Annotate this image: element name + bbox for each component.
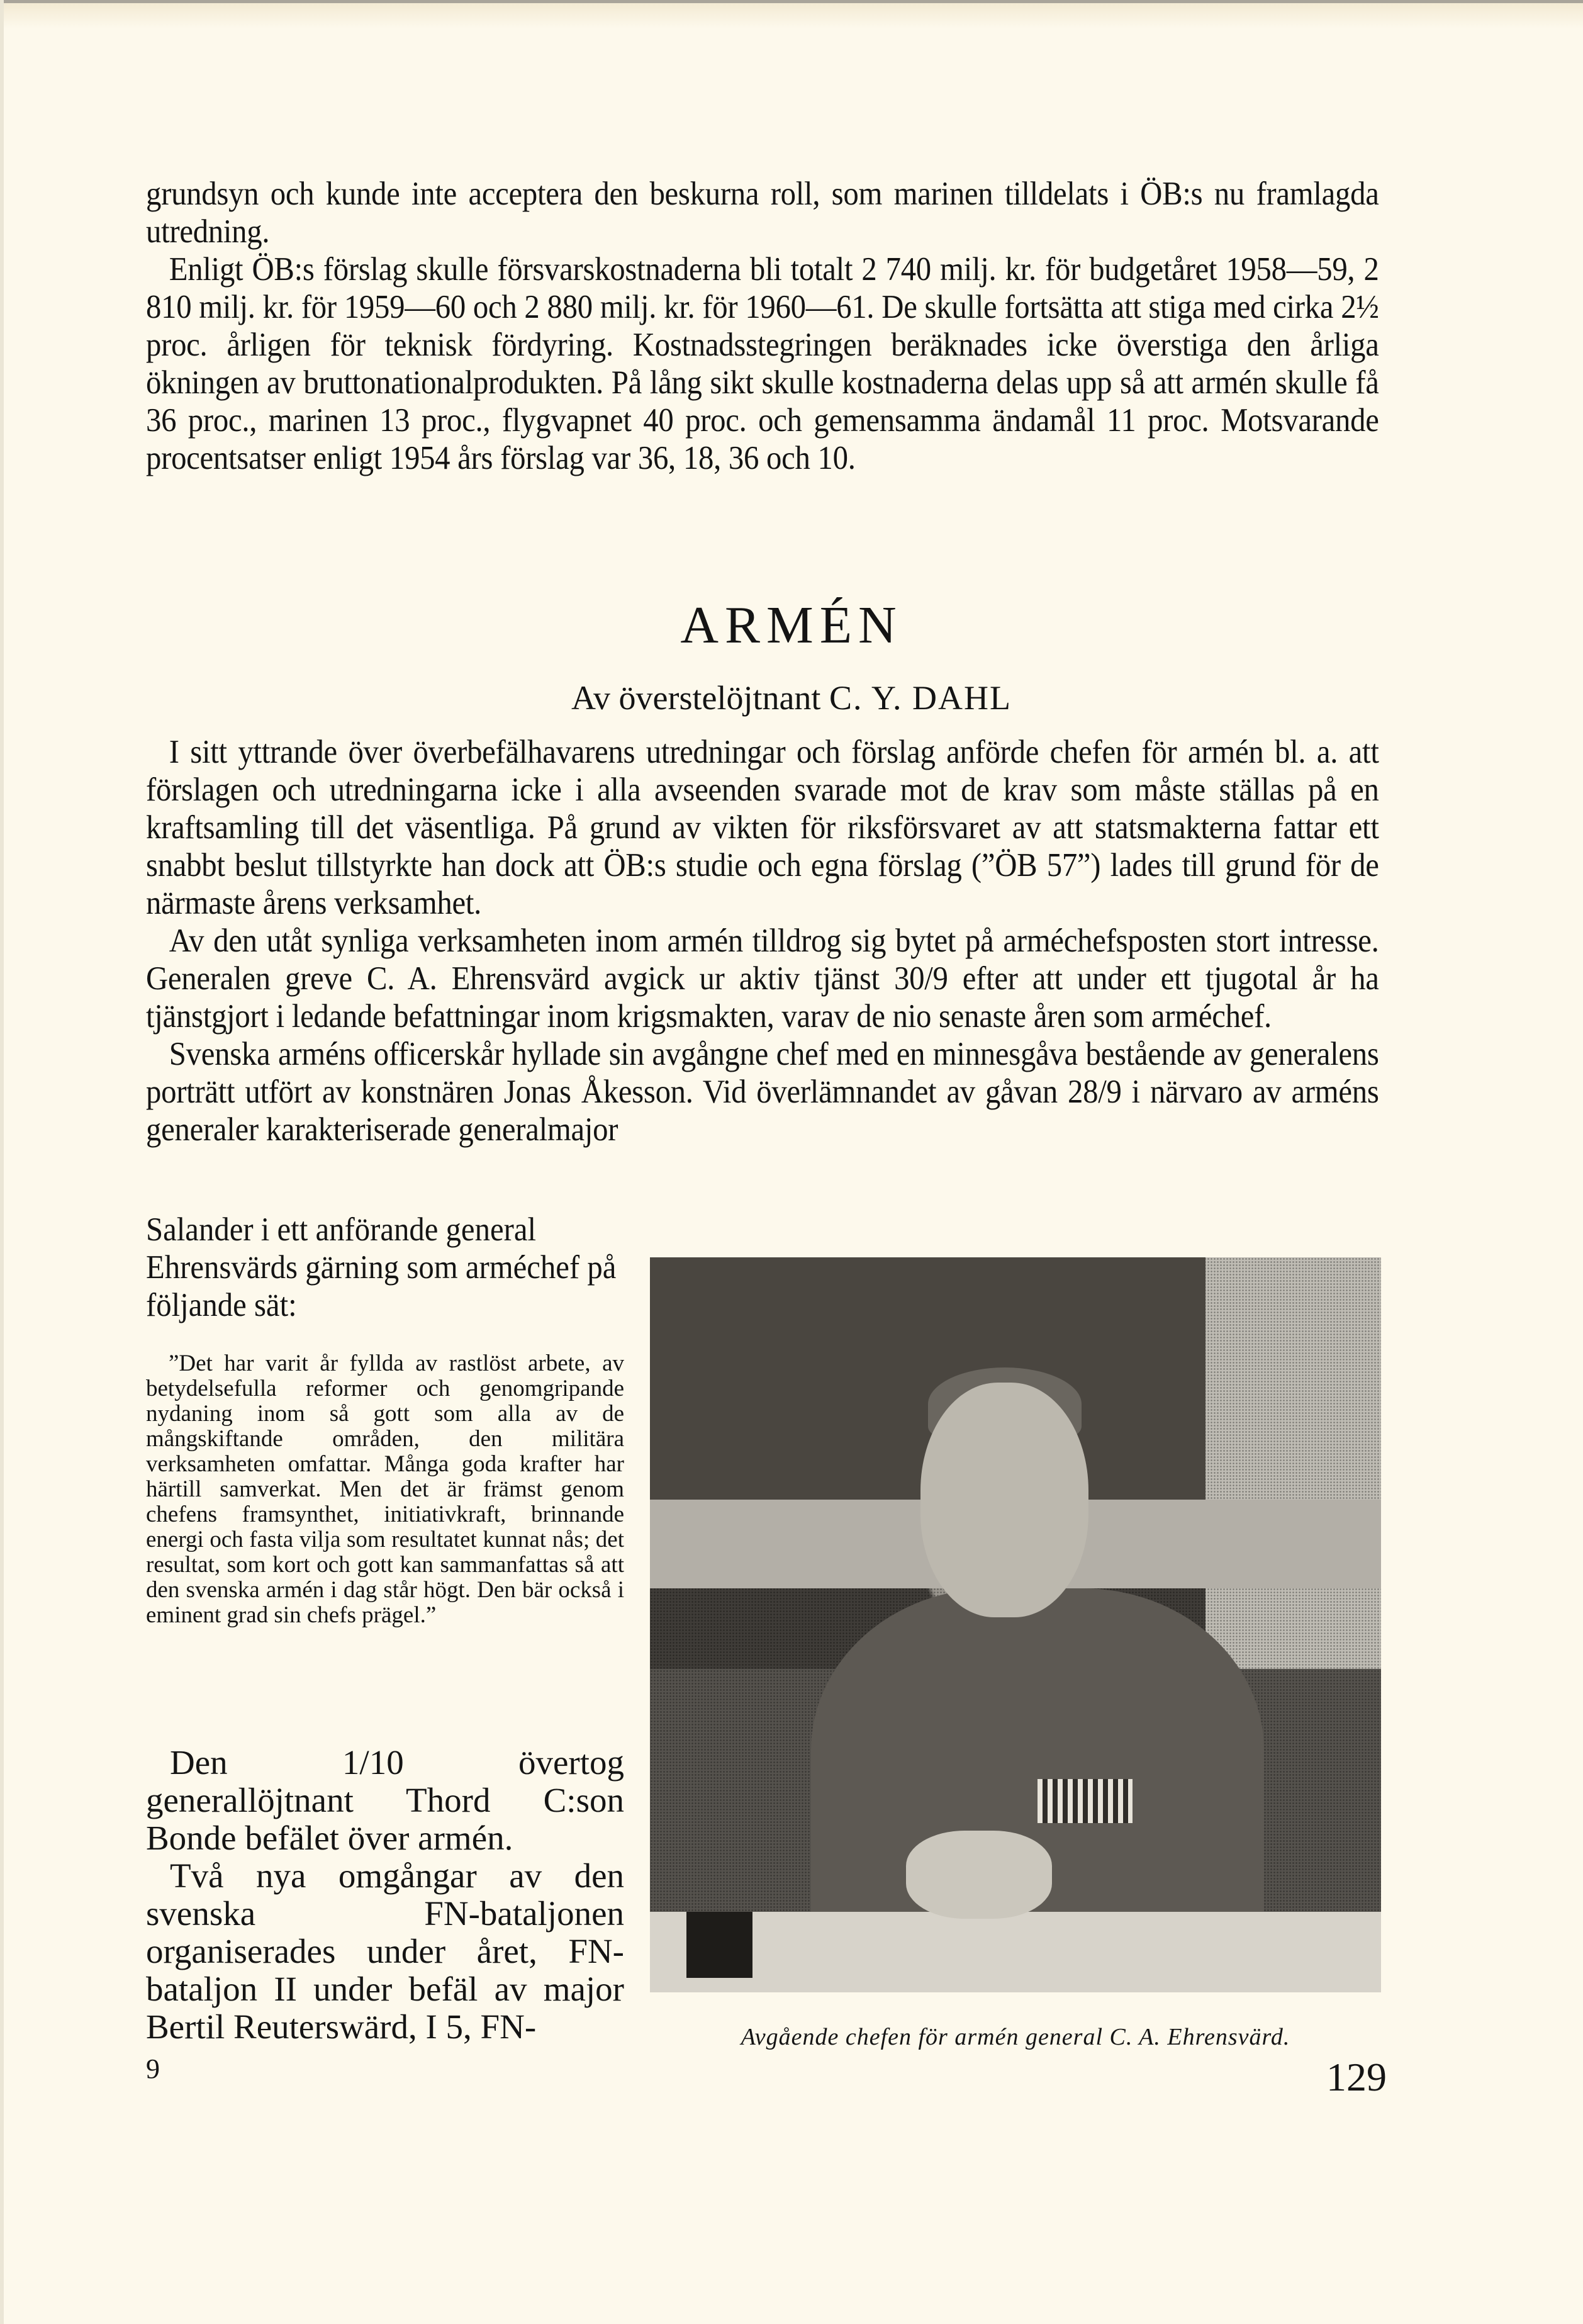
byline-prefix: Av överstelöjtnant — [571, 679, 821, 717]
intro-text — [146, 175, 1379, 477]
continuation-paragraph-2: Två nya omgångar av den svenska FN-bataljonen organiserades under året, FN-bataljon II under befäl av major Bertil Reuterswärd, I 5, FN- — [146, 1856, 624, 2046]
left-column-intro-text: Salander i ett anförande general Ehrensvärds gärning som arméchef på följande sät: — [146, 1211, 617, 1323]
photo-desk — [650, 1912, 1381, 1992]
scan-left-edge — [0, 0, 4, 2324]
photo-medal-ribbons — [1038, 1779, 1133, 1823]
byline-author: C. Y. DAHL — [829, 679, 1012, 717]
photo-face — [920, 1383, 1088, 1618]
photo-caption: Avgående chefen för armén general C. A. Ehrensvärd. — [741, 2024, 1290, 2050]
page-number: 129 — [1326, 2055, 1387, 2099]
article-body — [146, 733, 1379, 1148]
portrait-photo — [650, 1257, 1381, 1992]
photo-inkwell — [686, 1912, 752, 1978]
continuation-paragraph-1: Den 1/10 övertog generallöjtnant Thord C:son Bonde befälet över armén. — [146, 1743, 624, 1857]
article-paragraph-1: I sitt yttrande över överbefälhavarens utredningar och förslag anförde chefen för armén bl. a. att förslagen och utredningarna icke i alla avseenden svarade mot de krav som måste ställas på en kraftsamling till det väsentliga. På grund av vikten för riksförsvaret av att statsmakterna fattar ett snabbt beslut tillstyrkte han dock att ÖB:s studie och egna förslag (”ÖB 57”) lades till grund för de närmaste årens verksamhet. — [146, 734, 1379, 921]
photo-hand — [906, 1831, 1052, 1919]
quote-text: ”Det har varit år fyllda av rastlöst arbete, av betydelsefulla reformer och genomgripande nydaning inom så gott som alla av de mångskiftande områden, den militära verksamheten omfattar. Många goda krafter har härtill samverkat. Men det är främst genom chefens framsynthet, initiativkraft, brinnande energi och fasta vilja som resultatet kunnat nås; det resultat, som kort och gott kan sammanfattas så att den svenska armén i dag står högt. Den bär också i eminent grad sin chefs prägel.” — [146, 1350, 624, 1628]
article-paragraph-2: Av den utåt synliga verksamheten inom armén tilldrog sig bytet på arméchefsposten stort intresse. Generalen greve C. A. Ehrensvärd avgick ur aktiv tjänst 30/9 efter att under ett tjugotal år ha tjänstgjort i ledande befattningar inom krigsmakten, varav de nio senaste åren som arméchef. — [146, 923, 1379, 1035]
intro-paragraph-2: Enligt ÖB:s förslag skulle försvarskostnaderna bli totalt 2 740 milj. kr. för budgetåret 1958—59, 2 810 milj. kr. för 1959—60 och 2 880 milj. kr. för 1960—61. De skulle fortsätta att stiga med cirka 2½ proc. årligen för teknisk fördyring. Kostnadsstegringen beräknades icke överstiga den årliga ökningen av bruttonationalprodukten. På lång sikt skulle kostnaderna delas upp så att armén skulle få 36 proc., marinen 13 proc., flygvapnet 40 proc. och gemensamma ändamål 11 proc. Motsvarande procentsatser enligt 1954 års förslag var 36, 18, 36 och 10. — [146, 251, 1379, 476]
signature-mark: 9 — [146, 2053, 160, 2084]
block-quote — [146, 1351, 624, 1628]
left-column-continuation — [146, 1744, 624, 2046]
article-title: ARMÉN — [680, 596, 903, 654]
article-paragraph-3: Svenska arméns officerskår hyllade sin avgångne chef med en minnesgåva bestående av generalens porträtt utfört av konstnären Jonas Åkesson. Vid överlämnandet av gåvan 28/9 i närvaro av arméns generaler karakteriserade generalmajor — [146, 1036, 1379, 1148]
intro-paragraph-1: grundsyn och kunde inte acceptera den beskurna roll, som marinen tilldelats i ÖB:s nu framlagda utredning. — [146, 176, 1379, 250]
paper-shade — [4, 3, 1583, 28]
byline — [0, 678, 1583, 717]
left-column-intro — [146, 1211, 627, 1324]
